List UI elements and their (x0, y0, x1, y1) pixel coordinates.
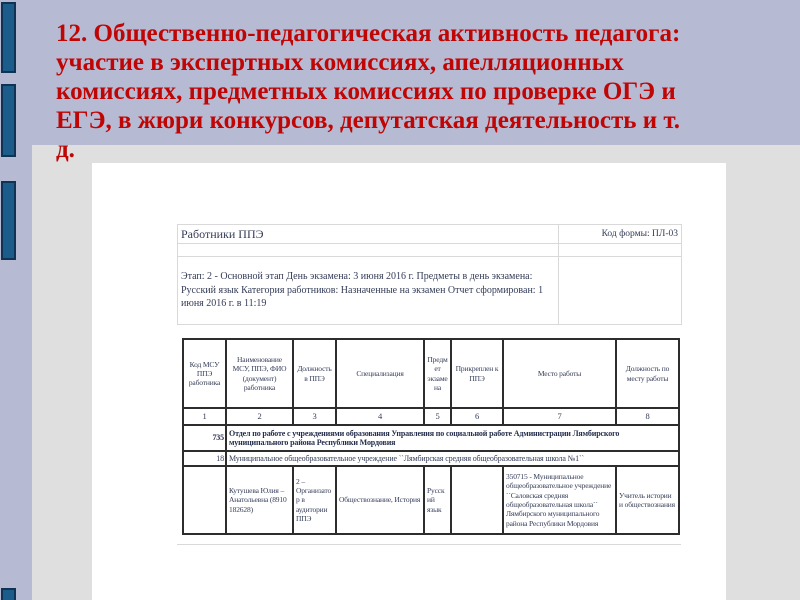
exam-info-text: Этап: 2 - Основной этап День экзамена: 3 июня 2016 г. Предметы в день экзамена: Русский язык Категория работников: Назначенные на экзамен Отчет сформирован: 1 июня 2016 г. в 11:19 (178, 257, 559, 325)
cell-exam-subject: Русский язык (424, 466, 451, 534)
column-header: Должность в ППЭ (293, 339, 336, 408)
column-number: 5 (424, 408, 451, 425)
slide-title (56, 19, 768, 164)
group-text: Муниципальное общеобразовательное учреждение ``Лямбирская средняя общеобразовательная школа №1`` (226, 451, 679, 466)
cell-attached-ppe (451, 466, 503, 534)
column-header: Место работы (503, 339, 616, 408)
ppe-workers-form (177, 224, 681, 545)
column-number: 7 (503, 408, 616, 425)
column-header: Предмет экзамена (424, 339, 451, 408)
form-empty-cell (178, 244, 559, 257)
cell-msu-code (183, 466, 226, 534)
form-title: Работники ППЭ (178, 225, 559, 244)
form-header-table (177, 224, 682, 325)
cell-specialization: Обществознание, История (336, 466, 424, 534)
column-number: 6 (451, 408, 503, 425)
column-header: Специализация (336, 339, 424, 408)
column-number: 4 (336, 408, 424, 425)
accent-square (1, 181, 16, 260)
slide-title-line: ЕГЭ, в жюри конкурсов, депутатская деятельность и т. (56, 107, 680, 134)
cell-ppe-position: 2 – Организатор в аудитории ППЭ (293, 466, 336, 534)
form-bottom-border (177, 544, 681, 545)
slide-title-line: комиссиях, предметных комиссиях по проверке ОГЭ и (56, 78, 676, 105)
document-image (92, 163, 726, 600)
table-row-group (183, 451, 679, 466)
column-header: Должность по месту работы (616, 339, 679, 408)
cell-worker-name: Кутушева Юлия –Анатольевна (8910 182628) (226, 466, 293, 534)
slide-title-line: участие в экспертных комиссиях, апелляционных (56, 49, 624, 76)
column-header: Прикреплен к ППЭ (451, 339, 503, 408)
group-text: Отдел по работе с учреждениями образования Управления по социальной работе Администрации Лямбирского муниципального района Республики Мордовия (226, 425, 679, 451)
column-number: 3 (293, 408, 336, 425)
column-number: 2 (226, 408, 293, 425)
column-number: 1 (183, 408, 226, 425)
column-header: Наименование МСУ, ППЭ, ФИО (документ) работника (226, 339, 293, 408)
column-header: Код МСУ ППЭ работника (183, 339, 226, 408)
group-code: 735 (183, 425, 226, 451)
group-code: 18 (183, 451, 226, 466)
accent-square (1, 588, 16, 600)
slide-title-line: д. (56, 136, 75, 163)
form-empty-cell (559, 257, 682, 325)
cell-workplace: 350715 - Муниципальное общеобразовательное учреждение ``Саловская средняя общеобразовательная школа`` Лямбирского муниципального района Республики Мордовия (503, 466, 616, 534)
cell-job-title: Учитель истории и обществознания (616, 466, 679, 534)
form-code-label: Код формы: ПЛ-03 (559, 225, 682, 244)
form-empty-cell (559, 244, 682, 257)
accent-square (1, 84, 16, 157)
column-number-row (183, 408, 679, 425)
accent-square (1, 2, 16, 73)
workers-table (182, 338, 680, 535)
column-number: 8 (616, 408, 679, 425)
table-header-row (183, 339, 679, 408)
table-row-group (183, 425, 679, 451)
table-row-worker (183, 466, 679, 534)
slide-title-line: 12. Общественно-педагогическая активность педагога: (56, 20, 681, 47)
